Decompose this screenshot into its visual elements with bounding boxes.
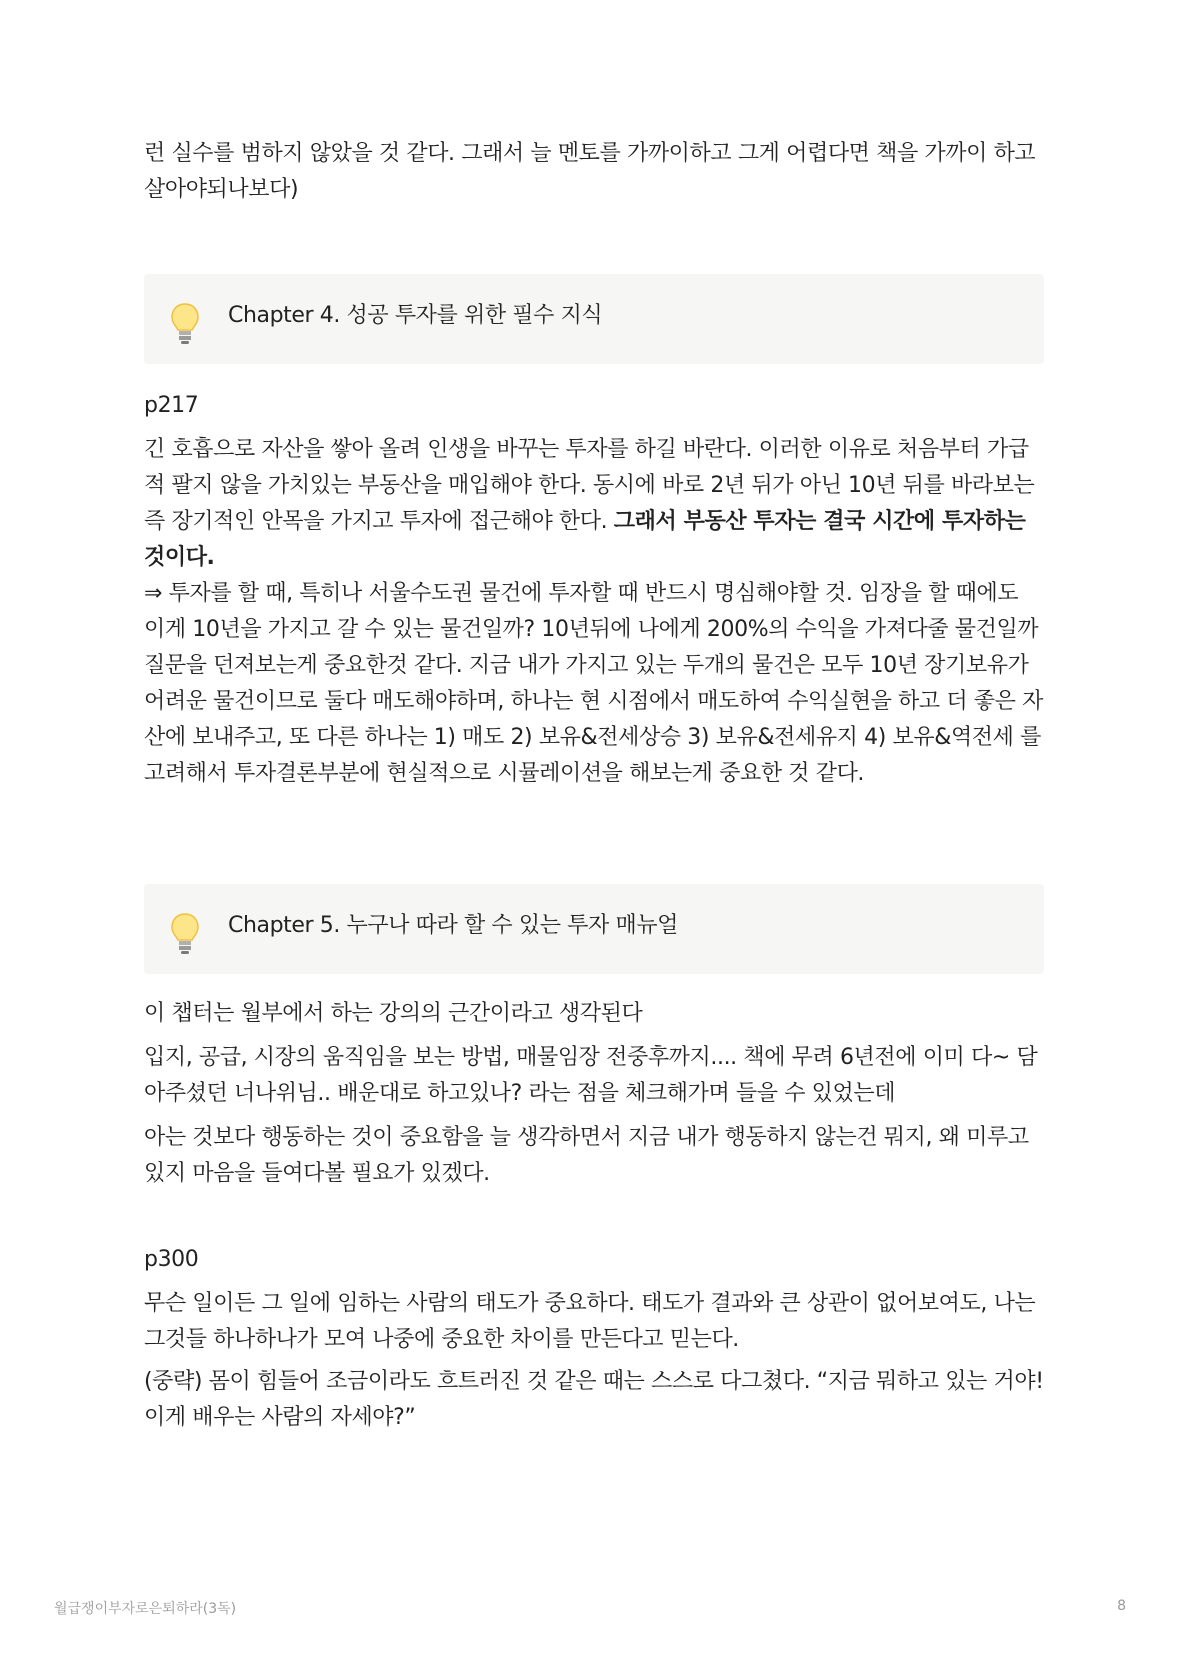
chapter4-title: Chapter 4. 성공 투자를 위한 필수 지식 (228, 303, 603, 328)
page-ref-217: p217 (144, 393, 199, 418)
quote-paragraph-300: 무슨 일이든 그 일에 임하는 사람의 태도가 중요하다. 태도가 결과와 큰 상관이 없어보여도, 나는 그것들 하나하나가 모여 나중에 중요한 차이를 만든다고 믿는다. (144, 1291, 1036, 1352)
intro-paragraph: 런 실수를 범하지 않았을 것 같다. 그래서 늘 멘토를 가까이하고 그게 어렵다면 책을 가까이 하고 살아야되나보다) (144, 141, 1036, 202)
reflection-paragraph-217: ⇒ 투자를 할 때, 특히나 서울수도권 물건에 투자할 때 반드시 명심해야할 것. 임장을 할 때에도 이게 10년을 가지고 갈 수 있는 물건일까? 10년뒤에 나에게 200%의 수익을 가져다줄 물건일까 질문을 던져보는게 중요한것 같다. 지금 내가 가지고 있는 두개의 물건은 모두 10년 장기보유가 어려운 물건이므로 둘다 매도해야하며, 하나는 현 시점에서 매도하여 수익실현을 하고 더 좋은 자산에 보내주고, 또 다른 하나는 1) 매도 2) 보유&전세상승 3) 보유&전세유지 4) 보유&역전세 를 고려해서 투자결론부분에 현실적으로 시뮬레이션을 해보는게 중요한 것 같다. (144, 581, 1043, 786)
chapter5-note-3: 아는 것보다 행동하는 것이 중요함을 늘 생각하면서 지금 내가 행동하지 않는건 뭐지, 왜 미루고 있지 마음을 들여다볼 필요가 있겠다. (144, 1125, 1029, 1186)
lightbulb-icon (170, 912, 200, 956)
page-number: 8 (1117, 1598, 1126, 1614)
quote-text: 긴 호흡으로 자산을 쌓아 올려 인생을 바꾸는 투자를 하길 바란다. 이러한 이유로 처음부터 가급적 팔지 않을 가치있는 부동산을 매입해야 한다. 동시에 바로 2년 뒤가 아닌 10년 뒤를 바라보는 즉 장기적인 안목을 가지고 투자에 접근해야 한다. (144, 437, 1035, 534)
quote-paragraph-217 (144, 432, 1044, 576)
chapter5-note-1: 이 챕터는 월부에서 하는 강의의 근간이라고 생각된다 (144, 1001, 643, 1026)
chapter5-title: Chapter 5. 누구나 따라 할 수 있는 투자 매뉴얼 (228, 913, 679, 938)
quote-bold-text: 그래서 부동산 투자는 결국 시간에 투자하는 것이다. (144, 509, 1026, 570)
footer-title: 월급쟁이부자로은퇴하라(3독) (54, 1601, 237, 1617)
quote-continuation-300: (중략) 몸이 힘들어 조금이라도 흐트러진 것 같은 때는 스스로 다그쳤다. “지금 뭐하고 있는 거야! 이게 배우는 사람의 자세야?” (144, 1369, 1044, 1430)
chapter4-callout (144, 274, 1044, 364)
chapter5-note-2: 입지, 공급, 시장의 움직임을 보는 방법, 매물임장 전중후까지.... 책에 무려 6년전에 이미 다~ 담아주셨던 너나위님.. 배운대로 하고있나? 라는 점을 체크해가며 들을 수 있었는데 (144, 1045, 1038, 1106)
page-ref-300: p300 (144, 1247, 199, 1272)
chapter5-callout (144, 884, 1044, 974)
lightbulb-icon (170, 302, 200, 346)
